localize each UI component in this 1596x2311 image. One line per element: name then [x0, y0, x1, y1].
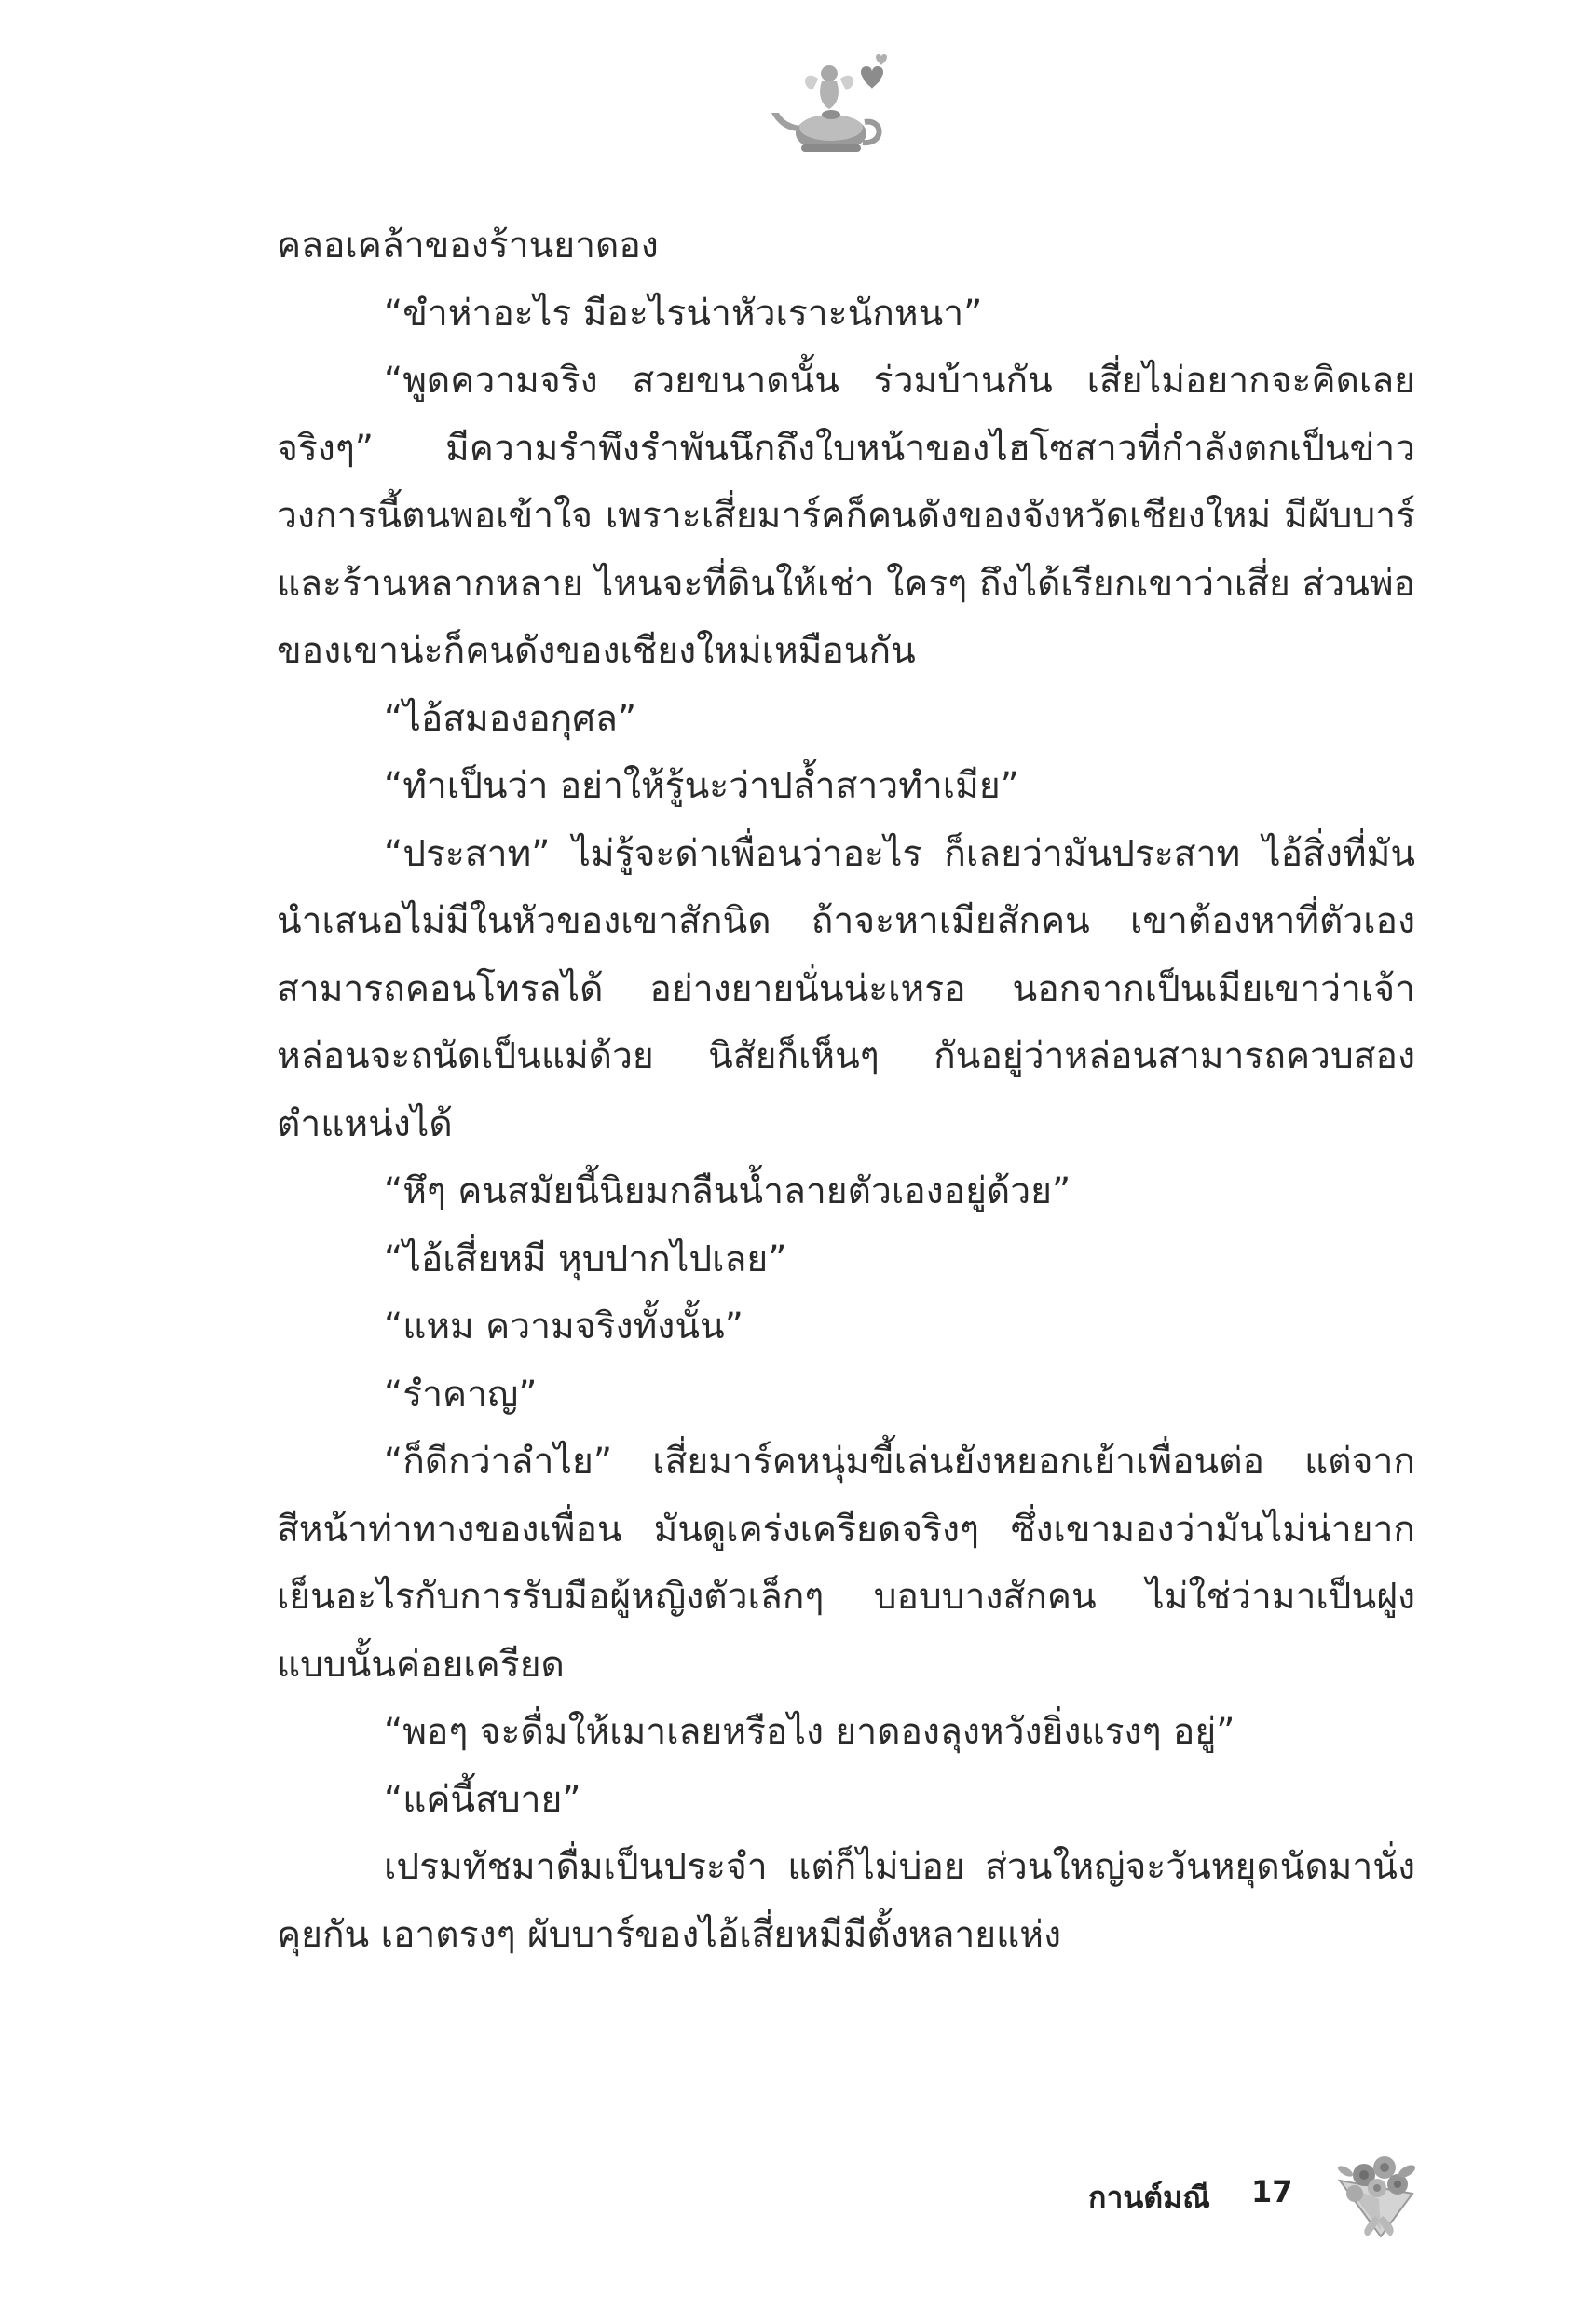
teapot-cupid-icon	[764, 51, 904, 163]
paragraph: “ทำเป็นว่า อย่าให้รู้นะว่าปล้ำสาวทำเมีย”	[384, 765, 1019, 807]
flower-bouquet-icon	[1323, 2143, 1425, 2246]
paragraph: คลอเคล้าของร้านยาดอง	[277, 225, 659, 267]
page-footer	[0, 2143, 1596, 2255]
paragraph: “พอๆ จะดื่มให้เมาเลยหรือไง ยาดองลุงหวังยิ่งแรงๆ อยู่”	[384, 1711, 1235, 1753]
body-text	[277, 212, 1415, 1969]
book-title: กานต์มณี	[1088, 2180, 1210, 2215]
paragraph: “รำคาญ”	[384, 1373, 538, 1415]
paragraph: “ไอ้เสี่ยหมี หุบปากไปเลย”	[384, 1238, 787, 1280]
paragraph: “ก็ดีกว่าลำไย” เสี่ยมาร์คหนุ่มขี้เล่นยังหยอกเย้าเพื่อนต่อ แต่จากสีหน้าท่าทางของเพื่อน มันดูเคร่งเครียดจริงๆ ซึ่งเขามองว่ามันไม่น่ายากเย็นอะไรกับการรับมือผู้หญิงตัวเล็กๆ บอบบางสักคน ไม่ใช่ว่ามาเป็นฝูง แบบนั้นค่อยเครียด	[277, 1441, 1415, 1686]
paragraph: “ไอ้สมองอกุศล”	[384, 697, 637, 740]
paragraph: “หึๆ คนสมัยนี้นิยมกลืนน้ำลายตัวเองอยู่ด้วย”	[384, 1170, 1071, 1212]
paragraph: “ประสาท” ไม่รู้จะด่าเพื่อนว่าอะไร ก็เลยว่ามันประสาท ไอ้สิ่งที่มันนำเสนอไม่มีในหัวของเขาสักนิด ถ้าจะหาเมียสักคน เขาต้องหาที่ตัวเองสามารถคอนโทรลได้ อย่างยายนั่นน่ะเหรอ นอกจากเป็นเมียเขาว่าเจ้าหล่อนจะถนัดเป็นแม่ด้วย นิสัยก็เห็นๆ กันอยู่ว่าหล่อนสามารถควบสองตำแหน่งได้	[277, 832, 1415, 1145]
paragraph: “ขำห่าอะไร มีอะไรน่าหัวเราะนักหนา”	[384, 292, 983, 335]
paragraph: เปรมทัชมาดื่มเป็นประจำ แต่ก็ไม่บ่อย ส่วนใหญ่จะวันหยุดนัดมานั่งคุยกัน เอาตรงๆ ผับบาร์ของไอ้เสี่ยหมีมีตั้งหลายแห่ง	[277, 1846, 1415, 1956]
page-number: 17	[1251, 2174, 1293, 2209]
paragraph: “แค่นี้สบาย”	[384, 1778, 581, 1821]
paragraph: “พูดความจริง สวยขนาดนั้น ร่วมบ้านกัน เสี่ยไม่อยากจะคิดเลยจริงๆ” มีความรำพึงรำพันนึกถึงใบหน้าของไฮโซสาวที่กำลังตกเป็นข่าววงการนี้ตนพอเข้าใจ เพราะเสี่ยมาร์คก็คนดังของจังหวัดเชียงใหม่ มีผับบาร์และร้านหลากหลาย ไหนจะที่ดินให้เช่า ใครๆ ถึงได้เรียกเขาว่าเสี่ย ส่วนพ่อของเขาน่ะก็คนดังของเชียงใหม่เหมือนกัน	[277, 360, 1415, 672]
paragraph: “แหม ความจริงทั้งนั้น”	[384, 1306, 743, 1347]
